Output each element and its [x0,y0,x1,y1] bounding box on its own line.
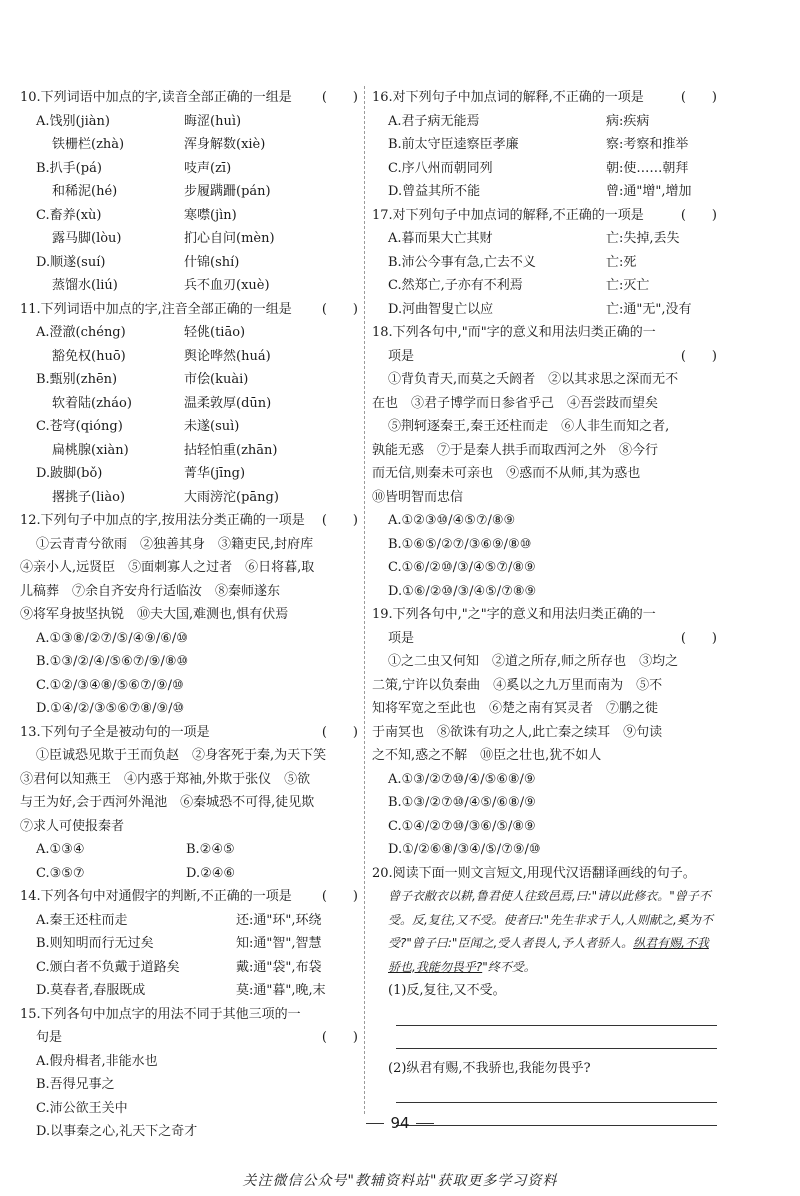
option-b: B.①③/②⑦⑩/④⑤/⑥⑧/⑨ [388,795,536,810]
sub-question-2: (2)纵君有赐,不我骄也,我能勿畏乎? [388,1060,591,1076]
option-d: D.①/②⑥⑧/③④/⑤/⑦⑨/⑩ [388,842,541,857]
sentence-list: ⑩皆明智而忠信 [372,489,464,505]
option-c-word: 拈轻怕重(zhān) [184,442,278,458]
option-a-word: 浑身解数(xiè) [184,137,266,152]
option-b-word: 温柔敦厚(dūn) [184,395,272,411]
option-b: B.②④⑤ [186,842,235,857]
option-d-word: 什锦(shí) [184,254,240,270]
option-c-word: 扪心自问(mèn) [184,231,275,246]
option-explanation: 亡:死 [606,254,637,270]
option-c: C.苍穹(qióng) [36,419,123,434]
option-explanation: 病:疾病 [606,113,650,129]
sentence-list: ①之二虫又何知 ②道之所存,师之所存也 ③均之 [388,654,679,669]
option-b: B.前太守臣逵察臣孝廉 [388,137,519,152]
option-a: A.澄澈(chéng) [36,325,126,340]
question-stem: 17.对下列句子中加点词的解释,不正确的一项是 [372,207,644,223]
option-d: D.曾益其所不能 [388,184,481,199]
option-c: C.畜养(xù) [36,207,102,223]
question-13 [20,721,358,886]
option-b: B.扒手(pá) [36,160,102,176]
question-stem: 10.下列词语中加点的字,读音全部正确的一组是 [20,90,292,105]
option-c-word: 寒噤(jìn) [184,207,237,223]
option-c: C.颁白者不负戴于道路矣 [36,959,180,975]
answer-bracket: ( ) [680,90,717,105]
option-b-word: 市侩(kuài) [184,372,249,387]
option-d: D.①④/②/③⑤⑥⑦⑧/⑨/⑩ [36,701,185,716]
sentence-list: ①云青青兮欲雨 ②独善其身 ③籍吏民,封府库 [36,536,314,552]
option-d-word: 撂挑子(liào) [52,489,126,505]
option-d: D.河曲智叟亡以应 [388,301,494,317]
option-a: A.①③④ [36,842,85,857]
answer-bracket: ( ) [321,90,358,105]
option-a: A.①③/②⑦⑩/④/⑤⑥⑧/⑨ [388,771,536,787]
question-11 [20,298,358,510]
passage-end: "终不受。 [482,959,536,974]
sentence-list: 儿稿葬 ⑦余自齐安舟行适临汝 ⑧秦师遂东 [20,583,281,599]
option-c: C.①⑥/②⑩/③/④⑤⑦/⑧⑨ [388,560,536,575]
option-a-word: 晦涩(huì) [184,113,242,129]
sentence-list: ①背负青天,而莫之夭阏者 ②以其求思之深而无不 [388,372,679,387]
underlined-sentence: 纵君有赐,不我骄也,我能勿畏乎? [388,936,709,974]
option-c: C.①②/③④⑧/⑤⑥⑦/⑨/⑩ [36,677,184,693]
option-d: D.跛脚(bǒ) [36,466,103,481]
passage-text: 曾子衣敝衣以耕,鲁君使人往致邑焉,曰:"请以此修衣。"曾子不受。反,复往,又不受。使者曰:"先生非求于人,人则献之,奚为不受?"曾子曰:"臣闻之,受人者畏人,予人者骄人。 [388,889,713,950]
option-d: D.②④⑥ [186,865,236,881]
option-d-word: 蒸馏水(liú) [52,278,118,293]
option-explanation: 亡:灭亡 [606,278,650,293]
option-c-word: 扁桃腺(xiàn) [52,442,129,458]
sentence-list: ⑦求人可使报秦者 [20,818,125,834]
option-c: C.沛公欲王关中 [36,1100,128,1116]
option-a: A.①②③⑩/④⑤⑦/⑧⑨ [388,513,516,528]
option-d-word: 菁华(jīng) [184,466,246,481]
option-explanation: 亡:失掉,丢失 [606,231,680,246]
question-18 [372,321,717,603]
answer-bracket: ( ) [680,207,717,223]
option-explanation: 莫:通"暮",晚,末 [236,983,326,998]
option-a-word: 舆论哗然(huá) [184,348,271,364]
answer-bracket: ( ) [321,513,358,528]
question-stem: 19.下列各句中,"之"字的意义和用法归类正确的一 [372,607,656,622]
option-c: C.序八州而朝同列 [388,160,493,176]
option-d: D.以事秦之心,礼天下之奇才 [36,1124,198,1139]
sentence-list: 于南冥也 ⑧欲诛有功之人,此亡秦之续耳 ⑨句读 [372,724,663,740]
option-a-word: 豁免权(huō) [52,348,126,364]
answer-bracket: ( ) [321,889,358,904]
question-stem: 13.下列句子全是被动句的一项是 [20,724,210,740]
question-stem: 14.下列各句中对通假字的判断,不正确的一项是 [20,889,292,904]
answer-line[interactable] [396,1003,717,1026]
answer-bracket: ( ) [321,724,358,740]
right-column [372,86,717,1126]
option-a: A.饯别(jiàn) [36,113,110,129]
question-stem-cont: 项是 [388,630,415,646]
option-a: A.假舟楫者,非能水也 [36,1053,158,1069]
page-number [0,1114,800,1132]
option-d: D.①⑥/②⑩/③/④⑤/⑦⑧⑨ [388,583,537,599]
sentence-list: ③君何以知燕王 ④内惑于郑袖,外欺于张仪 ⑤欲 [20,771,311,787]
sentence-list: ④亲小人,远贤臣 ⑤面刺寡人之过者 ⑥日将暮,取 [20,560,315,575]
option-b: B.①③/②/④/⑤⑥⑦/⑨/⑧⑩ [36,654,189,669]
sentence-list: 在也 ③君子博学而日参省乎己 ④吾尝跂而望矣 [372,395,659,411]
sub-question-1: (1)反,复往,又不受。 [388,983,506,998]
answer-line[interactable] [396,1026,717,1049]
option-a: A.暮而果大亡其财 [388,231,493,246]
question-stem: 12.下列句子中加点的字,按用法分类正确的一项是 [20,513,305,528]
option-c: C.③⑤⑦ [36,865,85,881]
option-a: A.①③⑧/②⑦/⑤/④⑨/⑥/⑩ [36,630,188,646]
option-explanation: 亡:通"无",没有 [606,301,692,317]
sentence-list: 孰能无惑 ⑦于是秦人拱手而取西河之外 ⑧今行 [372,442,659,458]
option-explanation: 察:考察和推举 [606,137,689,152]
option-b: B.甄别(zhēn) [36,372,118,387]
option-c: C.①④/②⑦⑩/③⑥/⑤/⑧⑨ [388,818,536,834]
sentence-list: ⑨将军身披坚执锐 ⑩夫大国,难测也,惧有伏焉 [20,607,289,622]
question-16 [372,86,717,204]
option-b: B.吾得兄事之 [36,1077,115,1092]
question-12 [20,509,358,721]
option-a: A.秦王还柱而走 [36,912,128,928]
option-b: B.则知明而行无过矣 [36,936,154,951]
option-b-word: 吱声(zī) [184,160,232,176]
option-a-word: 铁栅栏(zhà) [52,137,125,152]
question-stem-cont: 项是 [388,348,415,364]
option-explanation: 朝:使……朝拜 [606,160,689,176]
option-b-word: 软着陆(zháo) [52,395,132,411]
question-17 [372,204,717,322]
question-20 [372,862,717,1127]
sentence-list: ①臣诚恐见欺于王而负赵 ②身客死于秦,为天下笑 [36,748,327,763]
option-c-word: 露马脚(lòu) [52,231,122,246]
sentence-list: ⑤荆轲逐秦王,秦王还柱而走 ⑥人非生而知之者, [388,419,670,434]
answer-bracket: ( ) [680,630,717,646]
option-d-word: 兵不血刃(xuè) [184,278,270,293]
classical-passage [372,885,717,979]
option-explanation: 曾:通"增",增加 [606,184,692,199]
option-c-word: 未遂(suì) [184,419,240,434]
question-stem: 18.下列各句中,"而"字的意义和用法归类正确的一 [372,325,656,340]
question-stem: 11.下列词语中加点的字,注音全部正确的一组是 [20,301,292,317]
answer-bracket: ( ) [321,301,358,317]
sentence-list: 与王为好,会于西河外渑池 ⑥秦城恐不可得,徒见欺 [20,795,315,810]
question-10 [20,86,358,298]
sentence-list: 之不知,惑之不解 ⑩臣之壮也,犹不如人 [372,748,602,763]
column-divider [364,86,365,1114]
sentence-list: 二策,宁许以负秦曲 ④奚以之九万里而南为 ⑤不 [372,677,663,693]
option-explanation: 知:通"智",智慧 [236,936,322,951]
option-c: C.然郑亡,子亦有不利焉 [388,278,523,293]
question-stem: 15.下列各句中加点字的用法不同于其他三项的一 [20,1006,301,1022]
answer-bracket: ( ) [321,1030,358,1045]
answer-bracket: ( ) [680,348,717,364]
footer-note: 关注微信公众号"教辅资料站"获取更多学习资料 [242,1173,558,1189]
page-number-text: 94 [390,1114,410,1132]
question-19 [372,603,717,862]
answer-line[interactable] [396,1080,717,1103]
option-b: B.①⑥⑤/②⑦/③⑥⑨/⑧⑩ [388,536,532,552]
option-b: B.沛公今事有急,亡去不义 [388,254,536,270]
sentence-list: 而无信,则秦未可亲也 ⑨惑而不从师,其为惑也 [372,466,641,481]
option-explanation: 戴:通"袋",布袋 [236,959,322,975]
sentence-list: 知将军宽之至此也 ⑥楚之南有冥灵者 ⑦鹏之徙 [372,701,659,716]
option-a: A.君子病无能焉 [388,113,480,129]
option-d-word: 大雨滂沱(pāng) [184,489,279,505]
option-b-word: 步履蹒跚(pán) [184,184,271,199]
option-a-word: 轻佻(tiāo) [184,325,246,340]
option-d: D.顺遂(suí) [36,254,106,270]
option-d: D.莫春者,春服既成 [36,983,146,998]
left-column [20,86,358,1144]
option-b-word: 和稀泥(hé) [52,184,118,199]
question-14 [20,885,358,1003]
question-stem: 16.对下列句子中加点词的解释,不正确的一项是 [372,90,644,105]
option-explanation: 还:通"环",环绕 [236,912,322,928]
question-stem-cont: 句是 [36,1030,63,1045]
question-stem: 20.阅读下面一则文言短文,用现代汉语翻译画线的句子。 [372,865,696,881]
